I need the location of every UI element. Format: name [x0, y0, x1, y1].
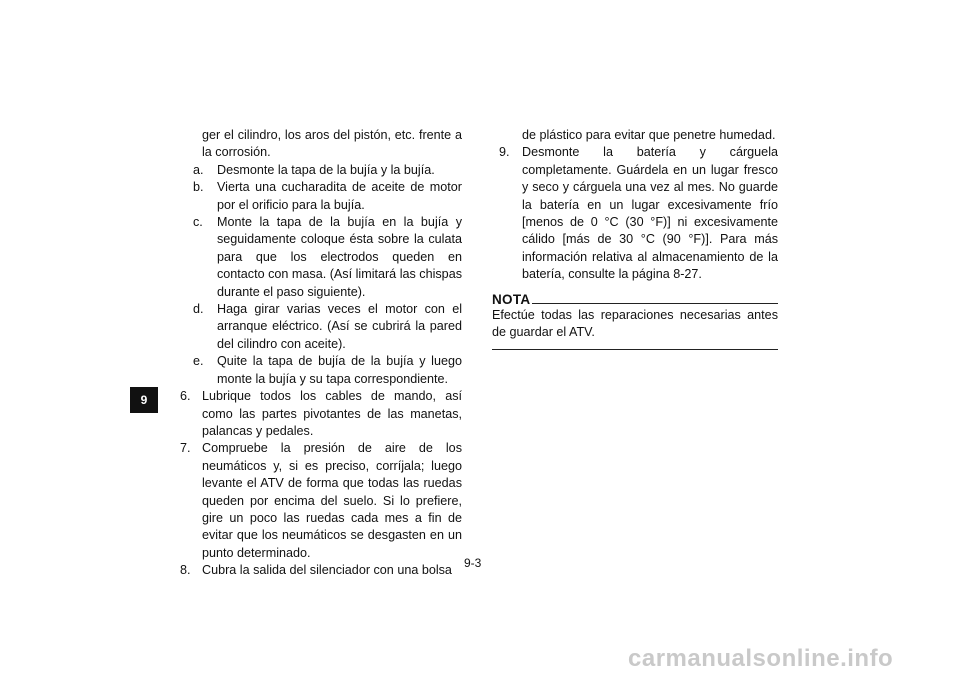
- note-title: NOTA: [492, 291, 531, 307]
- substep-e: [180, 353, 462, 388]
- step-text: Desmonte la batería y cárguela completamente. Guárdela en un lugar fresco y seco y cárguela una vez al mes. No guarde la batería en un lugar excesivamente frío [menos de 0 °C (30 °F)] ni excesivamente cálido [más de 30 °C (90 °F)]. Para más información relativa al almacenamiento de la batería, consulte la página 8-27.: [522, 145, 778, 282]
- step-text: Cubra la salida del silenciador con una bolsa: [202, 563, 452, 578]
- substep-text: Monte la tapa de la bujía en la bujía y seguidamente coloque ésta sobre la culata para que los electrodos queden en contacto con masa. (Así limitará las chispas durante el paso siguiente).: [217, 215, 462, 299]
- step-8: [180, 562, 462, 579]
- substep-a: [180, 162, 462, 179]
- left-column: [180, 127, 462, 580]
- page-number: 9-3: [464, 556, 482, 570]
- substep-letter: d.: [193, 302, 204, 317]
- chapter-tab: [130, 387, 158, 413]
- step-number: 7.: [180, 441, 191, 456]
- watermark: carmanualsonline.info: [628, 645, 894, 672]
- step-number: 6.: [180, 389, 191, 404]
- intro-paragraph: ger el cilindro, los aros del pistón, etc. frente a la corrosión.: [202, 128, 462, 160]
- substep-text: Quite la tapa de bujía de la bujía y luego monte la bujía y su tapa correspondiente.: [217, 354, 462, 386]
- step-text: Lubrique todos los cables de mando, así como las partes pivotantes de las manetas, palancas y pedales.: [202, 389, 462, 438]
- step-number: 8.: [180, 563, 191, 578]
- substep-text: Vierta una cucharadita de aceite de motor por el orificio para la bujía.: [217, 180, 462, 212]
- note-box: [492, 292, 778, 351]
- substep-c: [180, 214, 462, 301]
- step-8-continuation: de plástico para evitar que penetre humedad.: [522, 128, 776, 142]
- step-6: [180, 388, 462, 440]
- substep-letter: e.: [193, 354, 204, 369]
- substep-letter: c.: [193, 215, 203, 230]
- substep-b: [180, 179, 462, 214]
- step-text: Compruebe la presión de aire de los neumáticos y, si es preciso, corríjala; luego levante el ATV de forma que todas las ruedas queden por encima del suelo. Si lo prefiere, gire un poco las ruedas cada mes a fin de evitar que los neumáticos se desgasten en un punto determinado.: [202, 441, 462, 560]
- substep-letter: a.: [193, 162, 204, 177]
- chapter-tab-label: 9: [140, 393, 148, 407]
- note-header: [492, 292, 778, 307]
- note-rule: [532, 303, 778, 304]
- step-7: [180, 440, 462, 562]
- step-9: [492, 144, 778, 283]
- substep-letter: b.: [193, 180, 204, 195]
- step-number: 9.: [499, 145, 510, 160]
- right-column: [492, 127, 778, 350]
- substep-text: Haga girar varias veces el motor con el arranque eléctrico. (Así se cubrirá la pared del cilindro con aceite).: [217, 302, 462, 351]
- substep-text: Desmonte la tapa de la bujía y la bujía.: [217, 162, 435, 177]
- note-text: Efectúe todas las reparaciones necesarias antes de guardar el ATV.: [492, 307, 778, 351]
- substep-d: [180, 301, 462, 353]
